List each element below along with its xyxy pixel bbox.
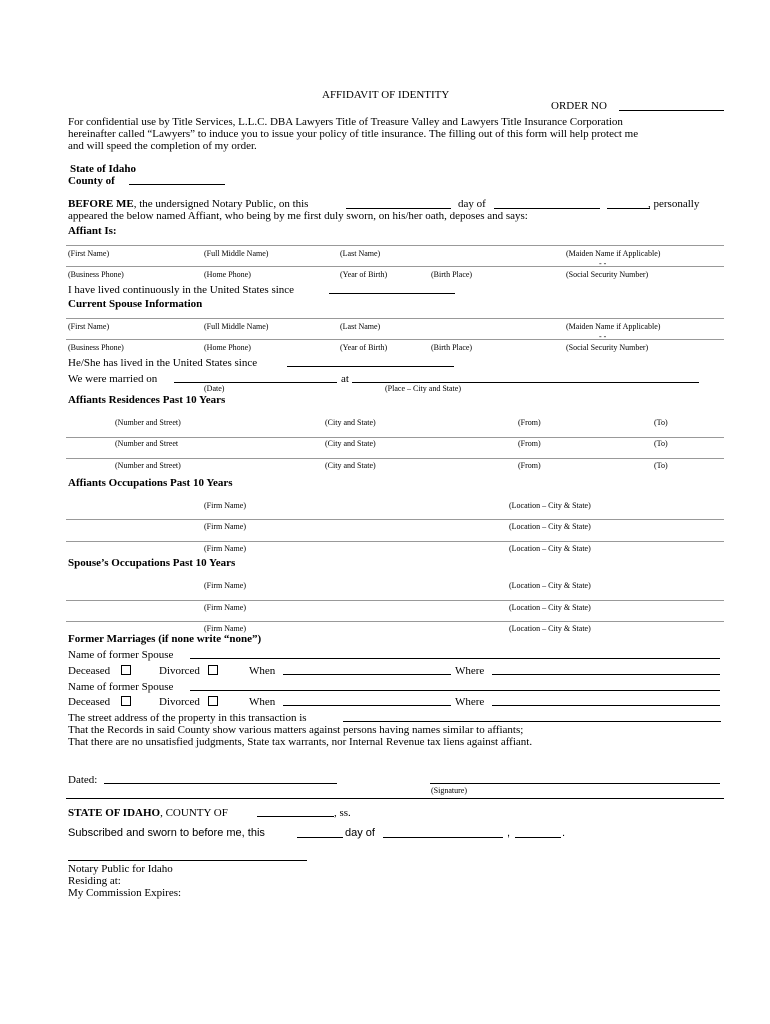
firm-label-1: (Firm Name)	[204, 501, 246, 510]
section-divider	[66, 798, 724, 799]
county-label: County of	[68, 175, 115, 187]
city-label-2: (City and State)	[325, 439, 376, 448]
where-label-2: Where	[455, 696, 485, 708]
to-label-2: (To)	[654, 439, 668, 448]
birth-place-label: (Birth Place)	[431, 270, 473, 279]
where-field-1[interactable]	[492, 674, 720, 675]
state-county-line	[68, 807, 228, 819]
middle-name-label: (Full Middle Name)	[204, 249, 269, 258]
residences-heading: Affiants Residences Past 10 Years	[68, 394, 226, 406]
spouse-business-phone-label: (Business Phone)	[68, 343, 124, 352]
subscribed-day-of: day of	[345, 827, 375, 839]
spouse-location-label-1: (Location – City & State)	[509, 581, 591, 590]
subscribed-text: Subscribed and sworn to before me, this	[68, 827, 265, 839]
from-label-3: (From)	[518, 461, 541, 470]
occupation-line-2[interactable]	[66, 541, 724, 542]
notary-signature-line[interactable]	[68, 860, 307, 861]
current-spouse-heading: Current Spouse Information	[68, 298, 203, 310]
spouse-occupation-line-1[interactable]	[66, 600, 724, 601]
deceased-checkbox-1[interactable]	[121, 665, 131, 675]
when-field-1[interactable]	[283, 674, 451, 675]
intro-line-1: For confidential use by Title Services, L.L.C. DBA Lawyers Title of Treasure Valley and Lawyers Title Insurance Corporation	[68, 116, 623, 128]
before-me-text: , the undersigned Notary Public, on this	[133, 198, 309, 210]
dated-field[interactable]	[104, 783, 337, 784]
notary-label: Notary Public for Idaho	[68, 863, 173, 875]
spouse-lived-field[interactable]	[287, 366, 454, 367]
where-field-2[interactable]	[492, 705, 720, 706]
spouse-firm-label-1: (Firm Name)	[204, 581, 246, 590]
state-idaho-bold: STATE OF IDAHO	[68, 807, 161, 819]
spouse-location-label-3: (Location – City & State)	[509, 624, 591, 633]
married-date-field[interactable]	[174, 382, 337, 383]
subscribed-day-field[interactable]	[297, 837, 343, 838]
lived-continuously-label: I have lived continuously in the United States since	[68, 284, 295, 296]
spouse-ssn-dashes: - -	[599, 332, 607, 341]
home-phone-label: (Home Phone)	[204, 270, 251, 279]
order-no-field[interactable]	[619, 110, 724, 111]
commission-label: My Commission Expires:	[68, 887, 182, 899]
order-no-label: ORDER NO	[551, 100, 607, 112]
date-label: (Date)	[204, 384, 225, 393]
firm-label-3: (Firm Name)	[204, 544, 246, 553]
maiden-name-label: (Maiden Name if Applicable)	[566, 249, 661, 258]
ssn-label: (Social Security Number)	[566, 270, 649, 279]
year-of-birth-label: (Year of Birth)	[340, 270, 388, 279]
spouse-first-name-label: (First Name)	[68, 322, 110, 331]
county-of-text: , COUNTY OF	[160, 807, 228, 819]
residence-line-2[interactable]	[66, 458, 724, 459]
residing-label: Residing at:	[68, 875, 121, 887]
from-label-2: (From)	[518, 439, 541, 448]
records-line: That the Records in said County show various matters against persons having names similar to affiants;	[68, 724, 524, 736]
street-label-2: (Number and Street	[115, 439, 179, 448]
spouse-lived-label: He/She has lived in the United States since	[68, 357, 258, 369]
spouse-middle-name-label: (Full Middle Name)	[204, 322, 269, 331]
affiant-name-line[interactable]	[66, 245, 724, 246]
ss-text: , ss.	[334, 807, 351, 819]
former-spouse-label-1: Name of former Spouse	[68, 649, 174, 661]
former-marriages-heading: Former Marriages (if none write “none”)	[68, 633, 262, 645]
divorced-checkbox-2[interactable]	[208, 696, 218, 706]
spouse-maiden-name-label: (Maiden Name if Applicable)	[566, 322, 661, 331]
document-title: AFFIDAVIT OF IDENTITY	[322, 89, 450, 101]
married-place-field[interactable]	[352, 382, 699, 383]
to-label-1: (To)	[654, 418, 668, 427]
deceased-label-1: Deceased	[68, 665, 111, 677]
ssn-dashes: - -	[599, 259, 607, 268]
last-name-label: (Last Name)	[340, 249, 381, 258]
to-label-3: (To)	[654, 461, 668, 470]
from-label-1: (From)	[518, 418, 541, 427]
intro-line-3: and will speed the completion of my order.	[68, 140, 257, 152]
divorced-label-1: Divorced	[159, 665, 200, 677]
before-me-bold: BEFORE ME	[68, 198, 134, 210]
location-label-1: (Location – City & State)	[509, 501, 591, 510]
deceased-label-2: Deceased	[68, 696, 111, 708]
state-label: State of Idaho	[70, 163, 137, 175]
location-label-3: (Location – City & State)	[509, 544, 591, 553]
signature-field[interactable]	[430, 783, 720, 784]
spouse-last-name-label: (Last Name)	[340, 322, 381, 331]
subscribed-period: .	[562, 827, 566, 839]
this-day-field[interactable]	[346, 208, 451, 209]
street-address-field[interactable]	[343, 721, 721, 722]
county-field[interactable]	[129, 184, 225, 185]
judgments-line: That there are no unsatisfied judgments, State tax warrants, nor Internal Revenue tax liens against affiant.	[68, 736, 533, 748]
signature-label: (Signature)	[431, 786, 467, 795]
occupations-heading: Affiants Occupations Past 10 Years	[68, 477, 233, 489]
dated-label: Dated:	[68, 774, 98, 786]
former-spouse-label-2: Name of former Spouse	[68, 681, 174, 693]
spouse-birth-place-label: (Birth Place)	[431, 343, 473, 352]
divorced-checkbox-1[interactable]	[208, 665, 218, 675]
spouse-year-of-birth-label: (Year of Birth)	[340, 343, 388, 352]
occupation-line-1[interactable]	[66, 519, 724, 520]
affiant-contact-line[interactable]	[66, 266, 724, 267]
day-of-label: day of	[458, 198, 486, 210]
spouse-location-label-2: (Location – City & State)	[509, 603, 591, 612]
lived-since-field[interactable]	[329, 293, 455, 294]
location-label-2: (Location – City & State)	[509, 522, 591, 531]
married-at-label: at	[341, 373, 349, 385]
residence-line-1[interactable]	[66, 437, 724, 438]
deceased-checkbox-2[interactable]	[121, 696, 131, 706]
spouse-home-phone-label: (Home Phone)	[204, 343, 251, 352]
when-label-1: When	[249, 665, 276, 677]
when-field-2[interactable]	[283, 705, 451, 706]
place-city-state-label: (Place – City and State)	[385, 384, 461, 393]
street-label-3: (Number and Street)	[115, 461, 181, 470]
city-label-1: (City and State)	[325, 418, 376, 427]
when-label-2: When	[249, 696, 276, 708]
month-field[interactable]	[494, 208, 600, 209]
appeared-line: appeared the below named Affiant, who being by me first duly sworn, on his/her oath, deposes and says:	[68, 210, 528, 222]
year-field[interactable]	[607, 208, 650, 209]
former-spouse-field-1[interactable]	[190, 658, 720, 659]
subscribed-month-field[interactable]	[383, 837, 503, 838]
city-label-3: (City and State)	[325, 461, 376, 470]
street-label-1: (Number and Street)	[115, 418, 181, 427]
spouse-name-line[interactable]	[66, 318, 724, 319]
subscribed-comma: ,	[507, 827, 511, 839]
subscribed-year-field[interactable]	[515, 837, 561, 838]
spouse-ssn-label: (Social Security Number)	[566, 343, 649, 352]
first-name-label: (First Name)	[68, 249, 110, 258]
spouse-occupations-heading: Spouse’s Occupations Past 10 Years	[68, 557, 236, 569]
spouse-firm-label-2: (Firm Name)	[204, 603, 246, 612]
before-me-line	[68, 198, 308, 210]
spouse-firm-label-3: (Firm Name)	[204, 624, 246, 633]
divorced-label-2: Divorced	[159, 696, 200, 708]
married-on-label: We were married on	[68, 373, 158, 385]
spouse-occupation-line-2[interactable]	[66, 621, 724, 622]
notary-county-field[interactable]	[257, 816, 334, 817]
former-spouse-field-2[interactable]	[190, 690, 720, 691]
firm-label-2: (Firm Name)	[204, 522, 246, 531]
street-address-label: The street address of the property in this transaction is	[68, 712, 307, 724]
spouse-contact-line[interactable]	[66, 339, 724, 340]
personally-label: , personally	[648, 198, 700, 210]
business-phone-label: (Business Phone)	[68, 270, 124, 279]
intro-line-2: hereinafter called “Lawyers” to induce you to issue your policy of title insurance. The filling out of this form will help protect me	[68, 128, 639, 140]
affiant-is-heading: Affiant Is:	[68, 225, 117, 237]
where-label-1: Where	[455, 665, 485, 677]
